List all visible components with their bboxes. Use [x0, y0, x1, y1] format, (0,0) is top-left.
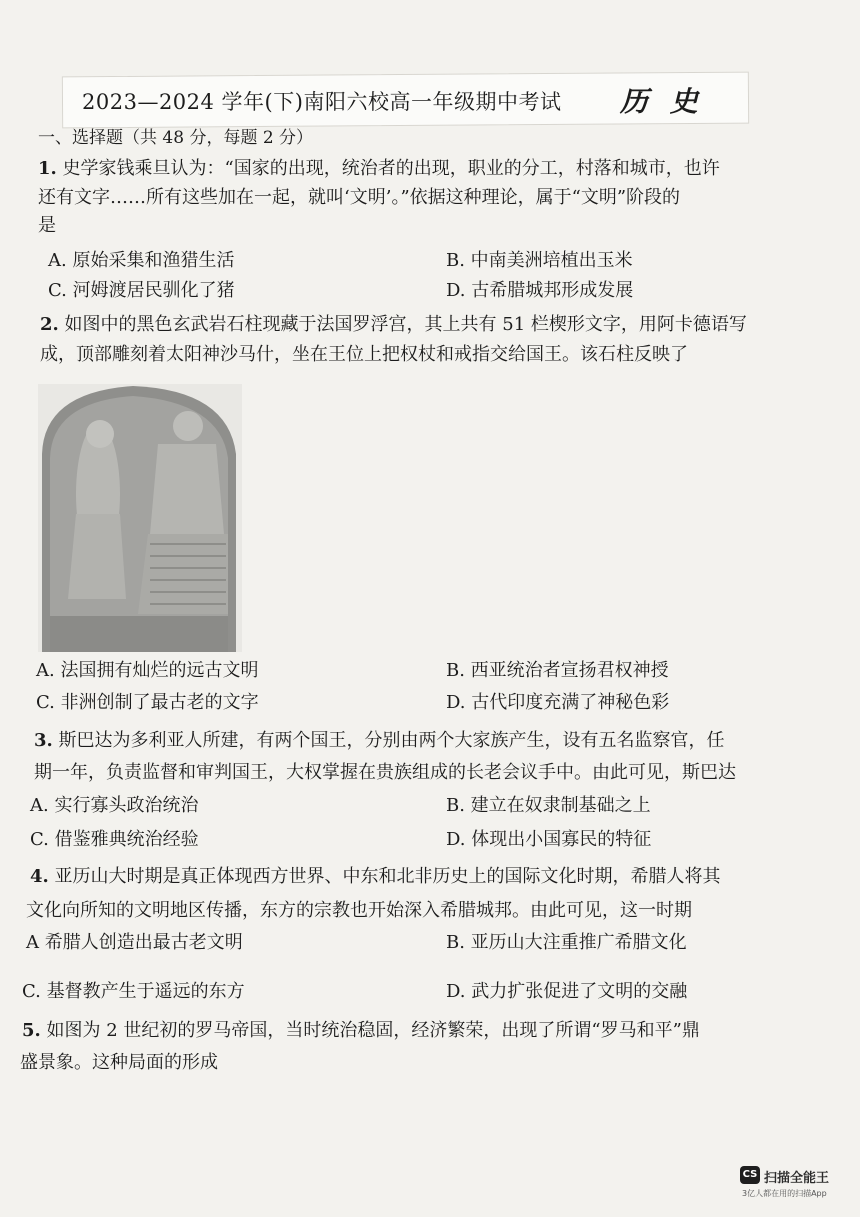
question-4-option-d: D. 武力扩张促进了文明的交融	[446, 981, 688, 1002]
question-4-line-1	[30, 868, 721, 886]
question-1-line-2: 还有文字……所有这些加在一起，就叫‘文明’。”依据这种理论，属于“文明”阶段的	[38, 187, 681, 208]
question-3-option-a: A. 实行寡头政治统治	[30, 795, 199, 816]
question-3-option-d: D. 体现出小国寡民的特征	[446, 829, 652, 850]
question-5-number: 5.	[22, 1020, 41, 1041]
question-4-number: 4.	[30, 866, 49, 887]
camscanner-logo-icon: CS	[740, 1166, 760, 1184]
question-1-text: 史学家钱乘旦认为：“国家的出现，统治者的出现，职业的分工，村落和城市，也许	[62, 158, 720, 179]
question-1-line-3: 是	[38, 215, 56, 236]
watermark-app-name: 扫描全能王	[764, 1171, 830, 1186]
question-2-line-2: 成，顶部雕刻着太阳神沙马什，坐在王位上把权杖和戒指交给国王。该石柱反映了	[40, 344, 688, 365]
question-1-number: 1.	[38, 158, 57, 179]
question-3-text: 斯巴达为多利亚人所建，有两个国王，分别由两个大家族产生，设有五名监察官，任	[58, 730, 725, 751]
question-2-line-1	[40, 316, 747, 334]
question-2-text: 如图中的黑色玄武岩石柱现藏于法国罗浮宫，其上共有 51 栏楔形文字，用阿卡德语写	[64, 314, 747, 335]
section-heading: 一、选择题（共 48 分，每题 2 分）	[38, 128, 314, 148]
question-5-line-2: 盛景象。这种局面的形成	[20, 1052, 218, 1073]
question-1-option-b: B. 中南美洲培植出玉米	[446, 250, 633, 271]
question-4-option-b: B. 亚历山大注重推广希腊文化	[446, 932, 687, 953]
question-3-number: 3.	[34, 730, 53, 751]
question-5-line-1	[22, 1022, 700, 1040]
subject-handwritten: 历 史	[620, 85, 704, 118]
question-2-option-c: C. 非洲创制了最古老的文字	[36, 692, 259, 713]
question-1-option-d: D. 古希腊城邦形成发展	[446, 280, 634, 301]
question-1-option-a: A. 原始采集和渔猎生活	[48, 250, 235, 271]
question-1-line-1	[38, 160, 720, 178]
question-3-option-b: B. 建立在奴隶制基础之上	[446, 795, 651, 816]
watermark-slogan: 3亿人都在用的扫描App	[742, 1189, 827, 1198]
question-4-line-2: 文化向所知的文明地区传播，东方的宗教也开始深入希腊城邦。由此可见，这一时期	[26, 900, 692, 921]
question-1-option-c: C. 河姆渡居民驯化了猪	[48, 280, 235, 301]
question-5-text: 如图为 2 世纪初的罗马帝国，当时统治稳固，经济繁荣，出现了所谓“罗马和平”鼎	[46, 1020, 700, 1041]
question-3-line-1	[34, 732, 725, 750]
question-2-number: 2.	[40, 314, 59, 335]
question-4-text: 亚历山大时期是真正体现西方世界、中东和北非历史上的国际文化时期，希腊人将其	[54, 866, 721, 887]
question-2-option-b: B. 西亚统治者宣扬君权神授	[446, 660, 669, 681]
question-4-option-c: C. 基督教产生于遥远的东方	[22, 981, 245, 1002]
question-3-line-2: 期一年，负责监督和审判国王，大权掌握在贵族组成的长老会议手中。由此可见，斯巴达	[34, 762, 736, 783]
question-2-option-d: D. 古代印度充满了神秘色彩	[446, 692, 670, 713]
question-3-option-c: C. 借鉴雅典统治经验	[30, 829, 199, 850]
scanner-watermark	[738, 1166, 848, 1206]
question-2-option-a: A. 法国拥有灿烂的远古文明	[36, 660, 259, 681]
question-4-option-a: A 希腊人创造出最古老文明	[26, 932, 243, 953]
basalt-stele-image	[38, 384, 242, 652]
exam-title: 2023—2024 学年(下)南阳六校高一年级期中考试	[82, 90, 562, 114]
